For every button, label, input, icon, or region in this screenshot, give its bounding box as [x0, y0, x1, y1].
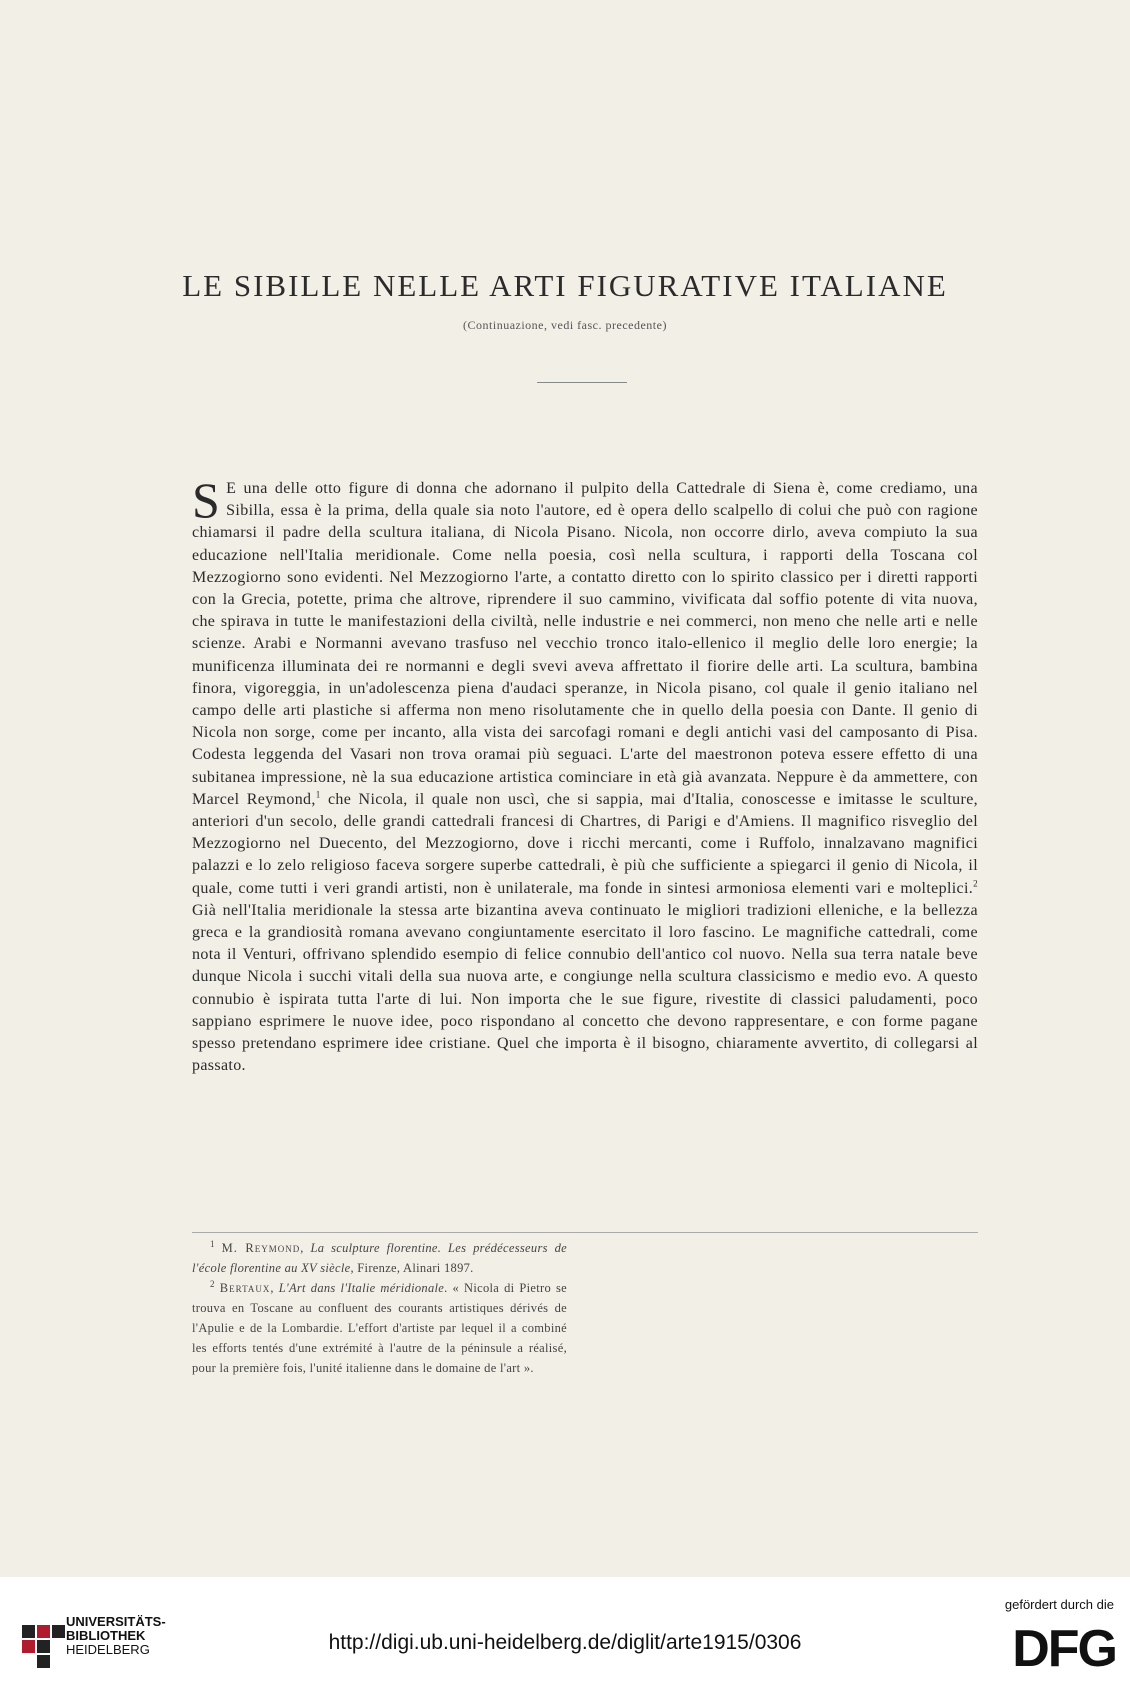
title-divider: [537, 382, 627, 383]
footnote-1-sep: ,: [300, 1241, 311, 1255]
permalink-url[interactable]: http://digi.ub.uni-heidelberg.de/diglit/arte1915/0306: [328, 1631, 802, 1654]
footnote-1-work: La sculpture florentine. Les prédécesseurs de l'école florentine au XV siècle: [192, 1241, 567, 1275]
library-name-line-3: HEIDELBERG: [66, 1642, 150, 1657]
footnote-ref-1[interactable]: 1: [315, 789, 321, 800]
footnote-1-publisher: , Firenze, Alinari 1897.: [350, 1261, 474, 1275]
body-text-part-1: E una delle otto figure di donna che adornano il pulpito della Cattedrale di Siena è, come crediamo, una Sibilla, essa è la prima, della quale sia noto l'autore, ed è opera dello scalpello di colui che può con ragione chiamarsi il padre della scultura italiana, di Nicola Pisano. Nicola, non occorre dirlo, aveva compiuto la sua educazione nell'Italia meridionale. Come nella poesia, così nella scultura, i rapporti della Toscana col Mezzogiorno sono evidenti. Nel Mezzogiorno l'arte, a contatto diretto con lo spirito classico per i diretti rapporti con la Grecia, potette, prima che altrove, riprendere il suo cammino, vivificata dal soffio potente di vita nuova, che spirava in tutte le manifestazioni della civiltà, nelle industrie e nei commerci, non meno che nelle arti e nelle scienze. Arabi e Normanni avevano trasfuso nel vecchio tronco italo-ellenico il meglio delle loro energie; la munificenza illuminata dei re normanni e degli svevi aveva affrettato il fiorire delle arti. La scultura, bambina finora, vigoreggia, in un'adolescenza piena d'audaci speranze, in Nicola pisano, col quale il genio italiano nel campo delle arti plastiche si afferma non meno risolutamente che in quello della poesia con Dante. Il genio di Nicola non sorge, come per incanto, alla vista dei sarcofagi romani e degli antichi vasi del camposanto di Pisa. Codesta leggenda del Vasari non trova oramai più seguaci. L'arte del maestronon poteva essere effetto di una subitanea impressione, nè la sua educazione artistica cominciare in età già avanzata. Neppure è da ammettere, con Marcel Reymond,: [192, 480, 978, 808]
article-body: [192, 472, 978, 1077]
library-name-line-1: UNIVERSITÄTS-: [66, 1614, 166, 1629]
footnote-2-mark: 2: [210, 1278, 215, 1289]
footnote-divider: [192, 1232, 978, 1233]
digitization-footer: [0, 1577, 1130, 1703]
sponsor-label: gefördert durch die: [1004, 1597, 1114, 1612]
footnote-2-sep: ,: [270, 1281, 279, 1295]
body-text-part-2: che Nicola, il quale non uscì, che si sappia, mai d'Italia, conoscesse e imitasse le sculture, anteriori d'un secolo, delle grandi cattedrali francesi di Chartres, di Parigi e d'Amiens. Il magnifico risveglio del Mezzogiorno nel Duecento, del Mezzogiorno, dove i ricchi mercanti, come i Ruffolo, innalzavano magnifici palazzi e lo zelo religioso faceva sorgere superbe cattedrali, è più che sufficiente a spiegarci il genio di Nicola, il quale, come tutti i veri grandi artisti, non è unilaterale, ma fonde in sintesi armoniosa elementi vari e molteplici.: [192, 790, 978, 897]
footnote-2-work: L'Art dans l'Italie méridionale: [278, 1281, 445, 1295]
dfg-logo-icon[interactable]: DFG: [1012, 1620, 1116, 1678]
footnote-ref-2[interactable]: 2: [973, 878, 978, 889]
footnote-1: [192, 1238, 567, 1278]
footnotes-column-left: [192, 1238, 567, 1378]
drop-cap: S: [192, 472, 221, 528]
footnote-2: [192, 1278, 567, 1378]
article-title: LE SIBILLE NELLE ARTI FIGURATIVE ITALIANE: [182, 268, 948, 303]
footnote-2-author: Bertaux: [219, 1281, 271, 1295]
footnote-1-mark: 1: [210, 1238, 215, 1249]
article-subtitle: (Continuazione, vedi fasc. precedente): [463, 318, 667, 332]
logo-square: [37, 1655, 50, 1668]
footnote-2-quote: . « Nicola di Pietro se trouva en Toscane au confluent des courants artistiques dérivés de l'Apulie e de la Lombardie. L'effort d'artiste par lequel il a combiné les efforts tentés d'une extrémité à l'autre de la péninsule a réalisé, pour la première fois, l'unité italienne dans le domaine de l'art ».: [192, 1281, 567, 1375]
body-text-part-3: Già nell'Italia meridionale la stessa arte bizantina aveva continuato le migliori tradizioni elleniche, e la bellezza greca e la grandiosità romana avevano congiuntamente esercitato il loro fascino. Le magnifiche cattedrali, come nota il Venturi, offrivano splendido esempio di felice connubio dell'antico col nuovo. Nella sua terra natale beve dunque Nicola i succhi vitali della sua nuova arte, e congiunge nella scultura classicismo e medio evo. A questo connubio è ispirata tutta l'arte di lui. Non importa che le sue figure, rivestite di classici paludamenti, poco sappiano esprimere le nuove idee, poco rispondano al concetto che devono rappresentare, e con forme pagane spesso pretendano esprimere idee cristiane. Quel che importa è il bisogno, chiaramente avvertito, di collegarsi al passato.: [192, 901, 978, 1075]
library-name-line-2: BIBLIOTHEK: [66, 1628, 146, 1643]
footnote-1-author: M. Reymond: [221, 1241, 301, 1255]
